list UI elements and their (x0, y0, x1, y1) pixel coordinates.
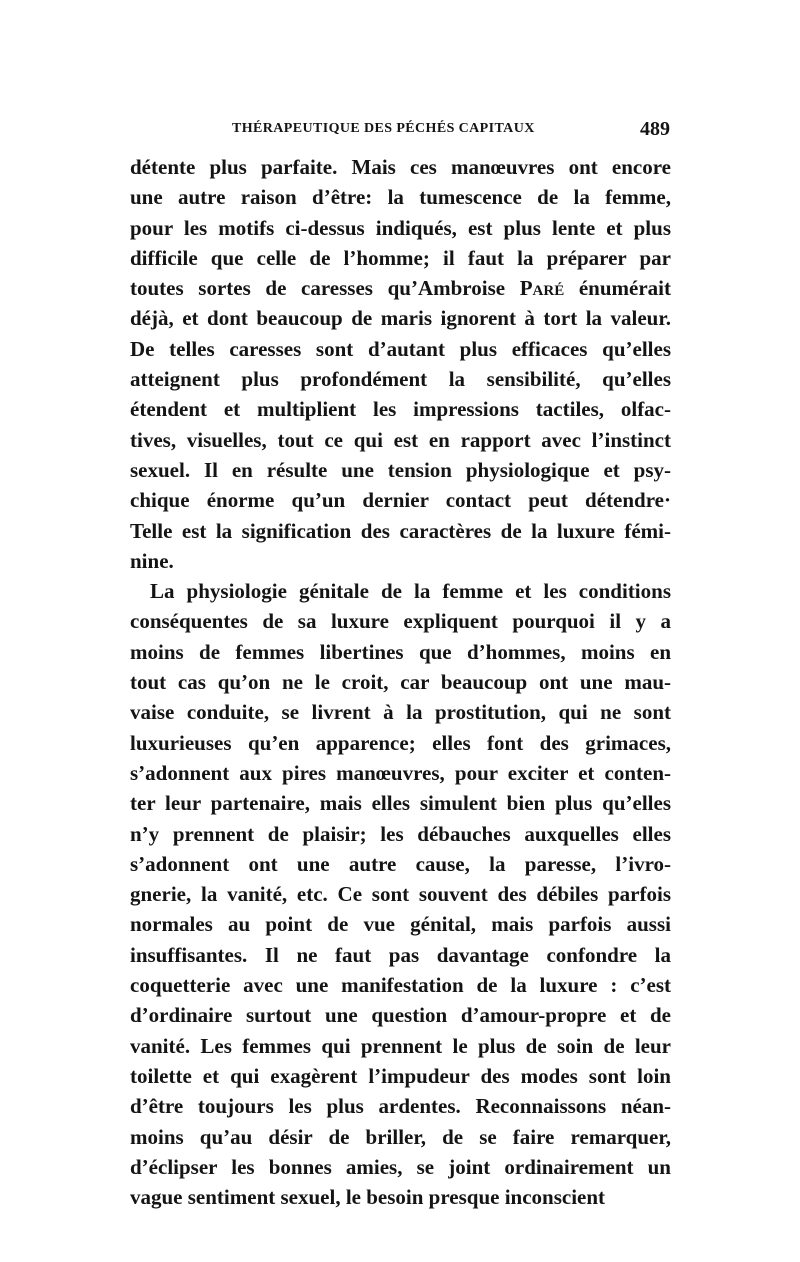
paragraph (130, 576, 671, 1212)
text-line: d’éclipser les bonnes amies, se joint ordinairement un (130, 1154, 671, 1179)
text-line: insuffisantes. Il ne faut pas davantage confondre la (130, 942, 671, 967)
page-number: 489 (640, 118, 670, 140)
text-line: toilette et qui exagèrent l’impudeur des modes sont loin (130, 1063, 671, 1088)
text-line: toutes sortes de caresses qu’Ambroise Paré énumérait (130, 276, 671, 301)
text-line: normales au point de vue génital, mais parfois aussi (130, 912, 671, 937)
text-line: nine. (130, 548, 174, 573)
text-body (130, 152, 671, 1212)
text-line: s’adonnent aux pires manœuvres, pour exciter et conten- (130, 760, 671, 785)
text-line: vanité. Les femmes qui prennent le plus de soin de leur (130, 1033, 671, 1058)
text-line: une autre raison d’être: la tumescence de la femme, (130, 185, 671, 210)
text-line: d’être toujours les plus ardentes. Reconnaissons néan- (130, 1094, 671, 1119)
text-line: coquetterie avec une manifestation de la luxure : c’est (130, 973, 671, 998)
text-line: La physiologie génitale de la femme et les conditions (150, 579, 671, 604)
text-line: étendent et multiplient les impressions tactiles, olfac- (130, 397, 671, 422)
text-line: détente plus parfaite. Mais ces manœuvres ont encore (130, 155, 671, 179)
running-head (130, 118, 670, 145)
text-line: ter leur partenaire, mais elles simulent bien plus qu’elles (130, 791, 671, 816)
text-line: sexuel. Il en résulte une tension physiologique et psy- (130, 457, 671, 482)
text-line: chique énorme qu’un dernier contact peut détendre· (130, 488, 671, 513)
text-line: déjà, et dont beaucoup de maris ignorent à tort la valeur. (130, 306, 671, 331)
text-line: pour les motifs ci-dessus indiqués, est plus lente et plus (130, 215, 671, 240)
text-line: Telle est la signification des caractères de la luxure fémi- (130, 518, 671, 543)
text-line: atteignent plus profondément la sensibilité, qu’elles (130, 367, 671, 392)
text-line: tout cas qu’on ne le croit, car beaucoup ont une mau- (130, 670, 671, 695)
text-line: moins qu’au désir de briller, de se faire remarquer, (130, 1124, 671, 1149)
text-line: difficile que celle de l’homme; il faut la préparer par (130, 245, 671, 270)
text-line: conséquentes de sa luxure expliquent pourquoi il y a (130, 609, 671, 634)
text-line: vague sentiment sexuel, le besoin presque inconscient (130, 1185, 606, 1210)
text-line: luxurieuses qu’en apparence; elles font des grimaces, (130, 730, 671, 755)
text-line: s’adonnent ont une autre cause, la paresse, l’ivro- (130, 851, 671, 876)
text-line: moins de femmes libertines que d’hommes, moins en (130, 639, 671, 664)
text-line: n’y prennent de plaisir; les débauches auxquelles elles (130, 821, 671, 846)
text-line: d’ordinaire surtout une question d’amour-propre et de (130, 1003, 671, 1028)
text-line: vaise conduite, se livrent à la prostitution, qui ne sont (130, 700, 671, 725)
text-line: tives, visuelles, tout ce qui est en rapport avec l’instinct (130, 427, 671, 452)
running-title: THÉRAPEUTIQUE DES PÉCHÉS CAPITAUX (232, 121, 535, 136)
paragraph (130, 152, 671, 576)
text-line: gnerie, la vanité, etc. Ce sont souvent des débiles parfois (130, 882, 671, 907)
text-line: De telles caresses sont d’autant plus efficaces qu’elles (130, 336, 671, 361)
